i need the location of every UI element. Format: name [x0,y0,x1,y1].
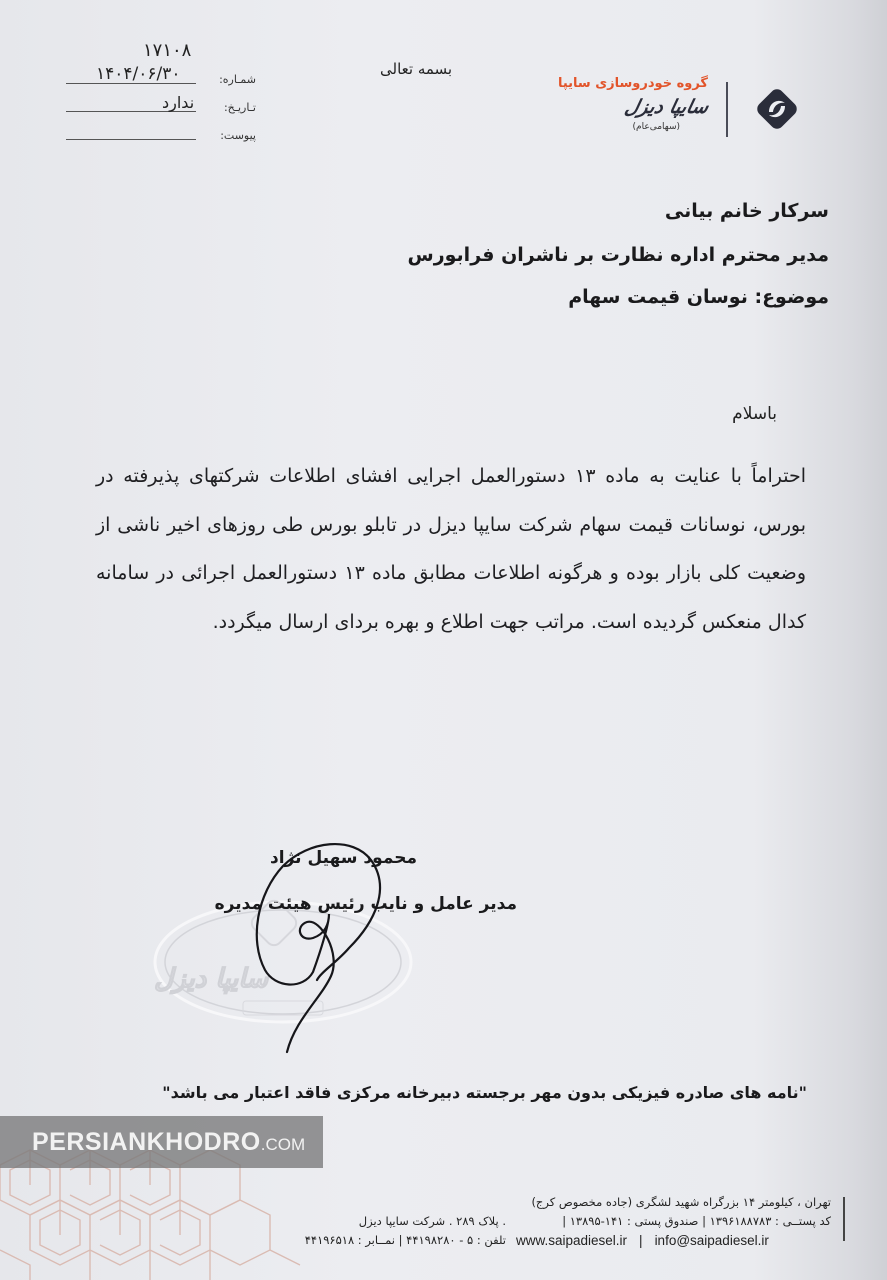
validity-notice: "نامه های صادره فیزیکی بدون مهر برجسته دبیرخانه مرکزی فاقد اعتبار می باشد" [162,1083,807,1102]
footer-contact-continued [236,1212,506,1250]
group-name: گروه خودروسازی سایپا [557,76,708,91]
footer-phone-fax: تلفن : ۵ - ۴۴۱۹۸۲۸۰ | نمــابر : ۴۴۱۹۶۵۱۸ [304,1233,506,1247]
bismillah-heading: بسمه تعالی [380,60,453,78]
watermark-brand: PERSIANKHODRO [32,1128,261,1156]
watermark-domain: .COM [260,1135,306,1154]
letter-body: احتراماً با عنایت به ماده ۱۳ دستورالعمل اجرایی افشای اطلاعات شرکتهای پذیرفته در بورس، نوسانات قیمت سهام شرکت سایپا دیزل در تابلو بورس طی روزهای اخیر ناشی از وضعیت کلی بازار بوده و هرگونه اطلاعات مطابق ماده ۱۳ دستورالعمل اجرائی در سامانه کدال منعکس گردیده است. مراتب جهت اطلاع و بهره بردای ارسال میگردد. [96,465,806,633]
date-value: ندارد [162,93,195,112]
attachment-field [66,122,256,144]
footer-divider [843,1197,845,1241]
company-logo [557,76,810,140]
footer-web-line [516,1233,769,1248]
separator: | [639,1233,643,1248]
reference-number-field [66,66,256,88]
website-link[interactable]: www.saipadiesel.ir [516,1233,628,1248]
footer-postal: کد پستــی : ۱۳۹۶۱۸۸۷۸۳ | صندوق پستی : ۱۴۱-۱۳۸۹۵ | [562,1214,831,1228]
logo-divider [726,82,728,137]
company-type: (سهامی‌عام) [632,122,680,132]
footer-address-continued: . پلاک ۲۸۹ . شرکت سایپا دیزل [358,1214,506,1228]
attachment-label: پیوست: [220,129,256,142]
reference-number-value: ۱۴۰۴/۰۶/۳۰ [96,64,181,84]
footer-address: تهران ، کیلومتر ۱۴ بزرگراه شهید لشگری (جاده مخصوص کرج) [531,1195,831,1209]
site-watermark [0,1116,323,1168]
date-field [66,94,256,116]
letter-registry-number: ۱۷۱۰۸ [143,40,192,61]
signatory-name: محمود سهیل نژاد [270,848,417,868]
greeting: باسلام [732,404,777,424]
signatory-title: مدیر عامل و نایب رئیس هیئت مدیره [214,894,517,914]
field-underline [66,139,196,140]
saipa-logo-icon [752,84,802,134]
email-link[interactable]: info@saipadiesel.ir [654,1233,769,1248]
date-label: تـاریـخ: [223,101,256,114]
addressee-name: سرکار خانم بیانی [664,200,829,222]
brand-wordmark: سایپا دیزل [622,96,711,118]
letter-subject: موضوع: نوسان قیمت سهام [568,286,829,308]
addressee-title: مدیر محترم اداره نظارت بر ناشران فرابورس [407,244,829,266]
handwritten-signature-icon [225,830,395,1060]
footer-contact [511,1193,831,1231]
reference-number-label: شمـاره: [219,73,256,86]
svg-text:سایپا دیزل: سایپا دیزل [154,964,268,994]
